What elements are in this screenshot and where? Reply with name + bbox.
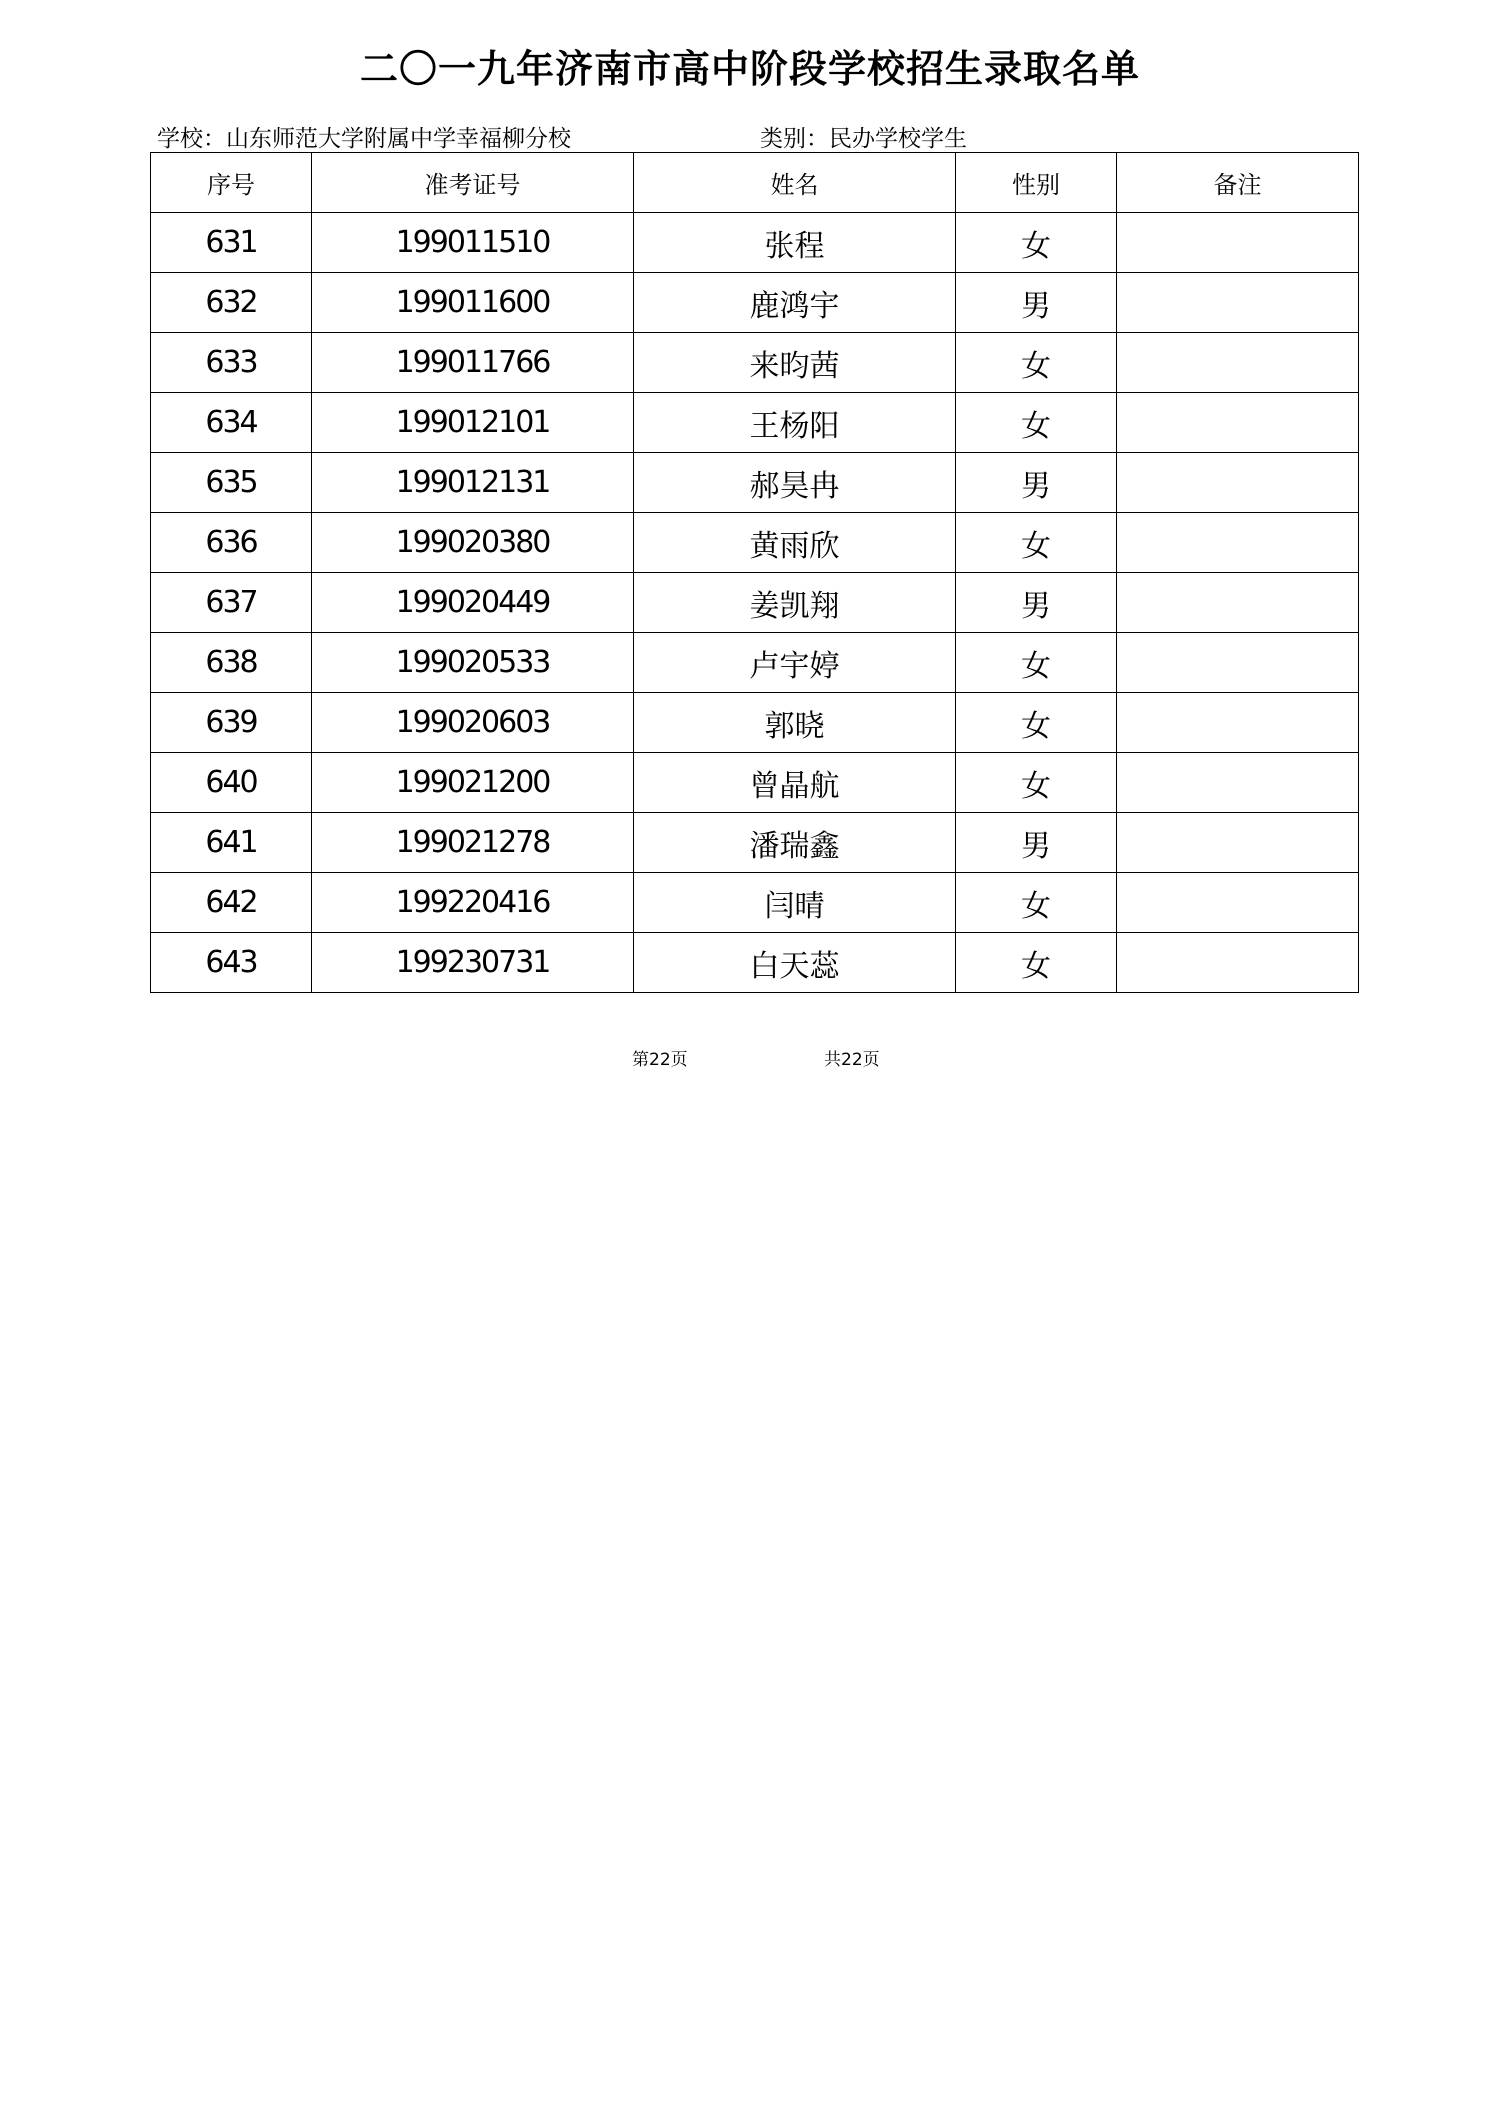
cell-remarks (1117, 693, 1359, 753)
table-row (151, 213, 1359, 273)
table-row (151, 633, 1359, 693)
cell-exam-id: 199011766 (312, 333, 634, 393)
cell-exam-id: 199012131 (312, 453, 634, 513)
cell-gender: 女 (956, 393, 1117, 453)
cell-gender: 女 (956, 513, 1117, 573)
cell-name: 曾晶航 (634, 753, 956, 813)
school-label: 学校：山东师范大学附属中学幸福柳分校 (157, 126, 571, 152)
cell-remarks (1117, 213, 1359, 273)
table-row (151, 813, 1359, 873)
table-row (151, 513, 1359, 573)
cell-exam-id: 199011600 (312, 273, 634, 333)
table-row (151, 753, 1359, 813)
cell-serial: 633 (151, 333, 312, 393)
cell-serial: 639 (151, 693, 312, 753)
cell-gender: 男 (956, 813, 1117, 873)
table-row (151, 333, 1359, 393)
cell-name: 鹿鸿宇 (634, 273, 956, 333)
cell-exam-id: 199021200 (312, 753, 634, 813)
cell-name: 郝昊冉 (634, 453, 956, 513)
header-name: 姓名 (634, 153, 956, 213)
cell-remarks (1117, 573, 1359, 633)
page-total: 共22页 (824, 1050, 880, 1070)
cell-name: 白天蕊 (634, 933, 956, 993)
cell-remarks (1117, 333, 1359, 393)
table-row (151, 453, 1359, 513)
cell-gender: 女 (956, 633, 1117, 693)
table-row (151, 393, 1359, 453)
cell-gender: 女 (956, 333, 1117, 393)
cell-exam-id: 199021278 (312, 813, 634, 873)
category-label: 类别：民办学校学生 (760, 126, 967, 152)
cell-remarks (1117, 453, 1359, 513)
page-number: 第22页 (632, 1050, 688, 1070)
cell-name: 黄雨欣 (634, 513, 956, 573)
cell-serial: 637 (151, 573, 312, 633)
cell-name: 卢宇婷 (634, 633, 956, 693)
header-gender: 性别 (956, 153, 1117, 213)
cell-serial: 638 (151, 633, 312, 693)
cell-name: 郭晓 (634, 693, 956, 753)
cell-remarks (1117, 813, 1359, 873)
cell-serial: 643 (151, 933, 312, 993)
cell-gender: 男 (956, 273, 1117, 333)
cell-serial: 641 (151, 813, 312, 873)
cell-gender: 男 (956, 573, 1117, 633)
cell-gender: 女 (956, 873, 1117, 933)
cell-exam-id: 199220416 (312, 873, 634, 933)
header-serial: 序号 (151, 153, 312, 213)
table-row (151, 573, 1359, 633)
table-header-row (151, 153, 1359, 213)
cell-exam-id: 199230731 (312, 933, 634, 993)
cell-exam-id: 199020533 (312, 633, 634, 693)
table-row (151, 933, 1359, 993)
header-exam-id: 准考证号 (312, 153, 634, 213)
cell-remarks (1117, 873, 1359, 933)
admission-table (150, 152, 1359, 993)
table-body (151, 213, 1359, 993)
cell-serial: 640 (151, 753, 312, 813)
cell-remarks (1117, 513, 1359, 573)
cell-exam-id: 199020603 (312, 693, 634, 753)
cell-serial: 642 (151, 873, 312, 933)
cell-name: 闫晴 (634, 873, 956, 933)
cell-name: 潘瑞鑫 (634, 813, 956, 873)
cell-gender: 男 (956, 453, 1117, 513)
cell-name: 姜凯翔 (634, 573, 956, 633)
cell-exam-id: 199020449 (312, 573, 634, 633)
cell-gender: 女 (956, 753, 1117, 813)
cell-serial: 635 (151, 453, 312, 513)
header-remarks: 备注 (1117, 153, 1359, 213)
table-row (151, 873, 1359, 933)
cell-name: 张程 (634, 213, 956, 273)
cell-serial: 632 (151, 273, 312, 333)
cell-remarks (1117, 393, 1359, 453)
cell-remarks (1117, 753, 1359, 813)
cell-name: 王杨阳 (634, 393, 956, 453)
table-row (151, 693, 1359, 753)
cell-exam-id: 199020380 (312, 513, 634, 573)
cell-serial: 636 (151, 513, 312, 573)
cell-serial: 634 (151, 393, 312, 453)
cell-gender: 女 (956, 213, 1117, 273)
cell-serial: 631 (151, 213, 312, 273)
table-row (151, 273, 1359, 333)
cell-gender: 女 (956, 693, 1117, 753)
cell-remarks (1117, 933, 1359, 993)
document-title: 二〇一九年济南市高中阶段学校招生录取名单 (359, 47, 1140, 91)
cell-remarks (1117, 633, 1359, 693)
cell-exam-id: 199011510 (312, 213, 634, 273)
cell-name: 来昀茜 (634, 333, 956, 393)
cell-exam-id: 199012101 (312, 393, 634, 453)
cell-gender: 女 (956, 933, 1117, 993)
cell-remarks (1117, 273, 1359, 333)
